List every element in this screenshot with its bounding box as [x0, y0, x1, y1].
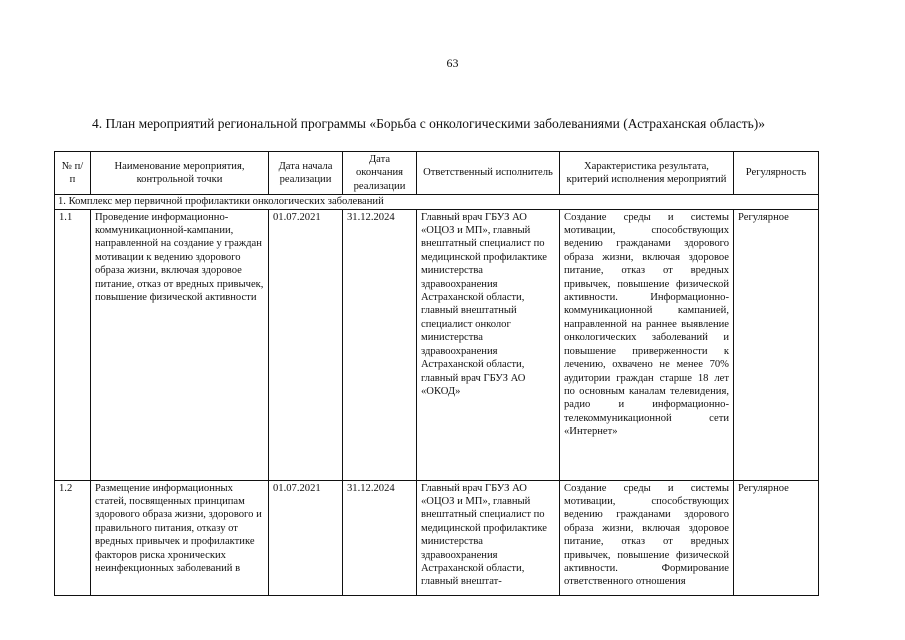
row-result: Создание среды и системы мотивации, способствующих ведению гражданами здорового образа жизни, включая здоровое питание, отказ от вредных привычек, повышение физической активности. Информационно-коммуникационной кампанией, направленной на раннее выявление онкологических заболеваний и повышение приверженности к лечению, охвачено не менее 70% аудитории граждан старше 18 лет по основным каналам телевидения, радио и информационно-телекоммуникационной сети «Интернет» — [560, 209, 734, 480]
page-number: 63 — [446, 56, 459, 70]
header-end-date: Дата окончания реализации — [343, 152, 417, 195]
header-number: № п/п — [55, 152, 91, 195]
row-result: Создание среды и системы мотивации, способствующих ведению гражданами здорового образа жизни, включая здоровое питание, отказ от вредных привычек, повышение физической активности. Формирование ответственного отношения — [560, 480, 734, 595]
row-regularity: Регулярное — [734, 480, 819, 595]
table-row — [55, 480, 819, 595]
table-row — [55, 209, 819, 480]
row-responsible: Главный врач ГБУЗ АО «ОЦОЗ и МП», главный внештатный специалист по медицинской профилактике министерства здравоохранения Астраханской области, главный внештатный специалист онколог министерства здравоохранения Астраханской области, главный врач ГБУЗ АО «ОКОД» — [417, 209, 560, 480]
row-regularity: Регулярное — [734, 209, 819, 480]
header-responsible: Ответственный исполнитель — [417, 152, 560, 195]
header-result: Характеристика результата, критерий исполнения мероприятий — [560, 152, 734, 195]
section-row — [55, 195, 819, 209]
table-header-row — [55, 152, 819, 195]
row-number: 1.2 — [55, 480, 91, 595]
row-name: Проведение информационно-коммуникационной-кампании, направленной на создание у граждан мотивации к ведению здорового образа жизни, включая здоровое питание, отказ от вредных привычек, повышение физической активности — [91, 209, 269, 480]
section-title: 1. Комплекс мер первичной профилактики онкологических заболеваний — [55, 195, 819, 209]
row-start-date: 01.07.2021 — [269, 209, 343, 480]
row-name: Размещение информационных статей, посвященных принципам здорового образа жизни, здорового и правильного питания, отказу от вредных привычек и профилактике факторов риска хронических неинфекционных заболеваний в — [91, 480, 269, 595]
document-title: 4. План мероприятий региональной программы «Борьба с онкологическими заболеваниями (Астраханская область)» — [92, 116, 766, 131]
row-end-date: 31.12.2024 — [343, 209, 417, 480]
row-number: 1.1 — [55, 209, 91, 480]
header-start-date: Дата начала реализации — [269, 152, 343, 195]
header-regularity: Регулярность — [734, 152, 819, 195]
action-plan-table — [54, 151, 819, 596]
row-end-date: 31.12.2024 — [343, 480, 417, 595]
row-responsible: Главный врач ГБУЗ АО «ОЦОЗ и МП», главный внештатный специалист по медицинской профилактике министерства здравоохранения Астраханской области, главный внештат- — [417, 480, 560, 595]
header-name: Наименование мероприятия, контрольной точки — [91, 152, 269, 195]
row-start-date: 01.07.2021 — [269, 480, 343, 595]
